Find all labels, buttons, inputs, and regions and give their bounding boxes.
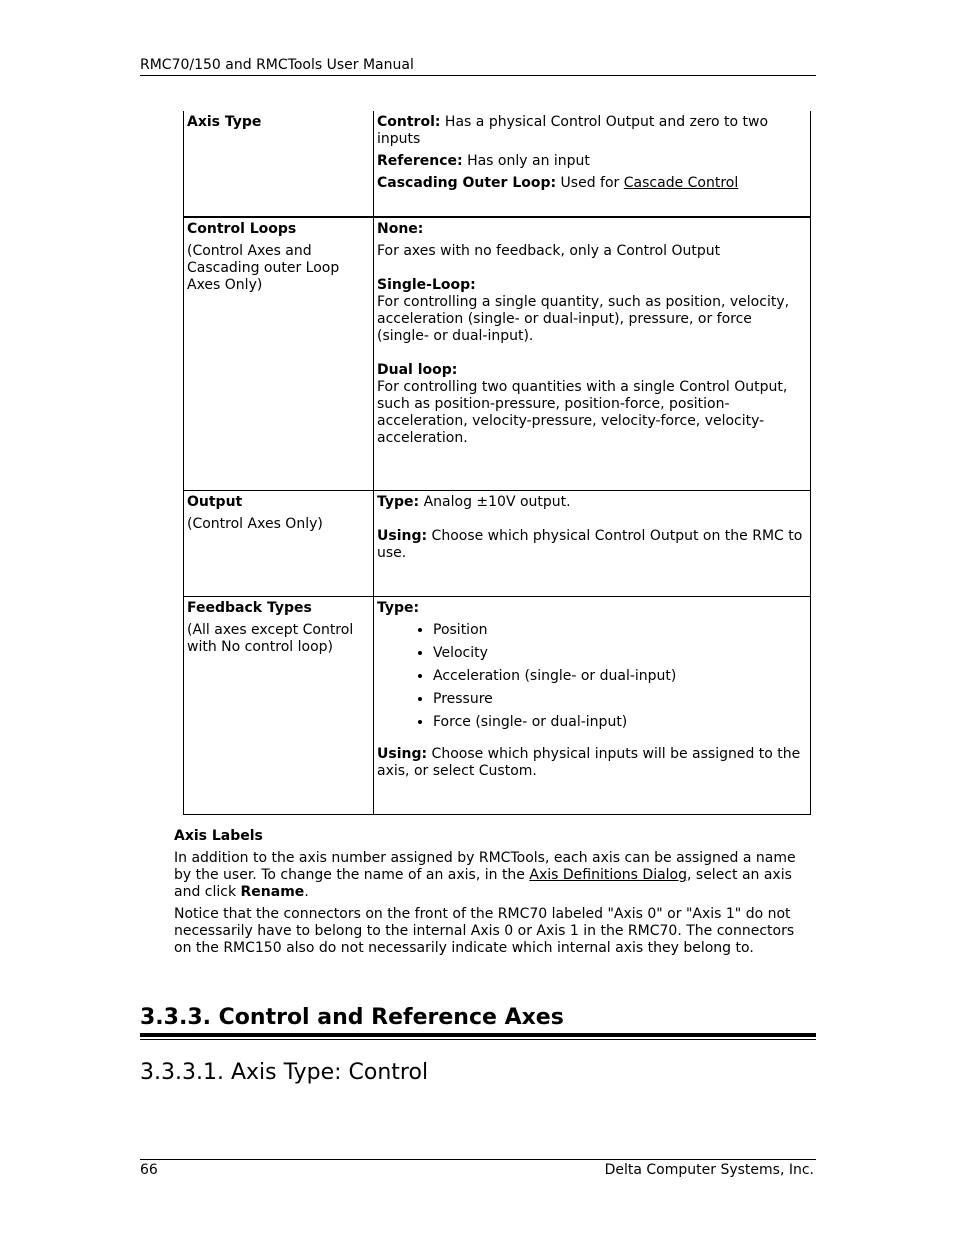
term-cascade: Cascading Outer Loop: bbox=[377, 175, 557, 191]
paragraph-text: . bbox=[304, 884, 309, 900]
desc-single-loop: For controlling a single quantity, such as position, velocity, acceleration (single- or dual-input), pressure, or force (single- or dual-input). bbox=[377, 294, 790, 344]
heading-rule-thin bbox=[140, 1039, 816, 1040]
axis-labels-paragraph-2: Notice that the connectors on the front of the RMC70 labeled "Axis 0" or "Axis 1" do not necessarily have to belong to the internal Axis 0 or Axis 1 in the RMC70. The connectors on the RMC150 also do not necessarily indicate which internal axis they belong to. bbox=[174, 906, 795, 956]
list-item: • Velocity bbox=[433, 645, 807, 662]
term-reference: Reference: bbox=[377, 153, 463, 169]
feedback-type-list bbox=[377, 622, 807, 731]
term-feedback-type: Type: bbox=[377, 600, 420, 616]
list-item: • Force (single- or dual-input) bbox=[433, 714, 807, 731]
term-feedback-using: Using: bbox=[377, 746, 428, 762]
desc-reference: Has only an input bbox=[462, 153, 590, 169]
row-label-output: Output bbox=[187, 494, 243, 510]
axis-properties-table bbox=[183, 111, 811, 815]
term-none: None: bbox=[377, 221, 424, 237]
heading-rule bbox=[140, 1033, 816, 1037]
table-row bbox=[184, 597, 811, 815]
table-row bbox=[184, 111, 811, 217]
paragraph-text: , select an axis and click bbox=[174, 867, 792, 900]
list-item: • Acceleration (single- or dual-input) bbox=[433, 668, 807, 685]
row-note-feedback: (All axes except Control with No control loop) bbox=[187, 622, 354, 655]
desc-output-using: Choose which physical Control Output on the RMC to use. bbox=[377, 528, 803, 561]
desc-feedback-using: Choose which physical inputs will be assigned to the axis, or select Custom. bbox=[377, 746, 801, 779]
row-note-output: (Control Axes Only) bbox=[187, 516, 323, 532]
axis-definitions-dialog-link[interactable]: Axis Definitions Dialog bbox=[529, 867, 687, 883]
term-dual-loop: Dual loop: bbox=[377, 362, 458, 378]
desc-dual-loop: For controlling two quantities with a single Control Output, such as position-pressure, position-force, position-acceleration, velocity-pressure, velocity-force, velocity-acceleration. bbox=[377, 379, 788, 446]
term-control: Control: bbox=[377, 114, 441, 130]
row-label-feedback: Feedback Types bbox=[187, 600, 312, 616]
paragraph-text: In addition to the axis number assigned by RMCTools, each axis can be assigned a name by the user. To change the name of an axis, in the bbox=[174, 850, 796, 883]
rename-term: Rename bbox=[240, 884, 305, 900]
term-output-type: Type: bbox=[377, 494, 420, 510]
subsection-heading: 3.3.3.1. Axis Type: Control bbox=[140, 1060, 429, 1085]
term-output-using: Using: bbox=[377, 528, 428, 544]
desc-none: For axes with no feedback, only a Control Output bbox=[377, 243, 721, 259]
running-header: RMC70/150 and RMCTools User Manual bbox=[140, 56, 816, 76]
axis-labels-paragraph-1 bbox=[174, 850, 810, 901]
desc-control: Has a physical Control Output and zero to two inputs bbox=[377, 114, 769, 147]
desc-output-type: Analog ±10V output. bbox=[419, 494, 571, 510]
page-number: 66 bbox=[140, 1162, 158, 1178]
list-item: • Position bbox=[433, 622, 807, 639]
section-heading: 3.3.3. Control and Reference Axes bbox=[140, 1005, 564, 1030]
table-row bbox=[184, 217, 811, 491]
row-label-axis-type: Axis Type bbox=[187, 114, 262, 130]
axis-labels-heading: Axis Labels bbox=[174, 828, 263, 844]
footer-company: Delta Computer Systems, Inc. bbox=[604, 1162, 814, 1178]
row-label-control-loops: Control Loops bbox=[187, 221, 297, 237]
row-note-control-loops: (Control Axes and Cascading outer Loop Axes Only) bbox=[187, 243, 340, 293]
list-item: • Pressure bbox=[433, 691, 807, 708]
cascade-control-link[interactable]: Cascade Control bbox=[623, 175, 739, 191]
term-single-loop: Single-Loop: bbox=[377, 277, 476, 293]
axis-labels-section bbox=[174, 828, 810, 962]
desc-cascade: Used for bbox=[556, 175, 624, 191]
table-row bbox=[184, 491, 811, 597]
footer-rule bbox=[140, 1159, 816, 1160]
